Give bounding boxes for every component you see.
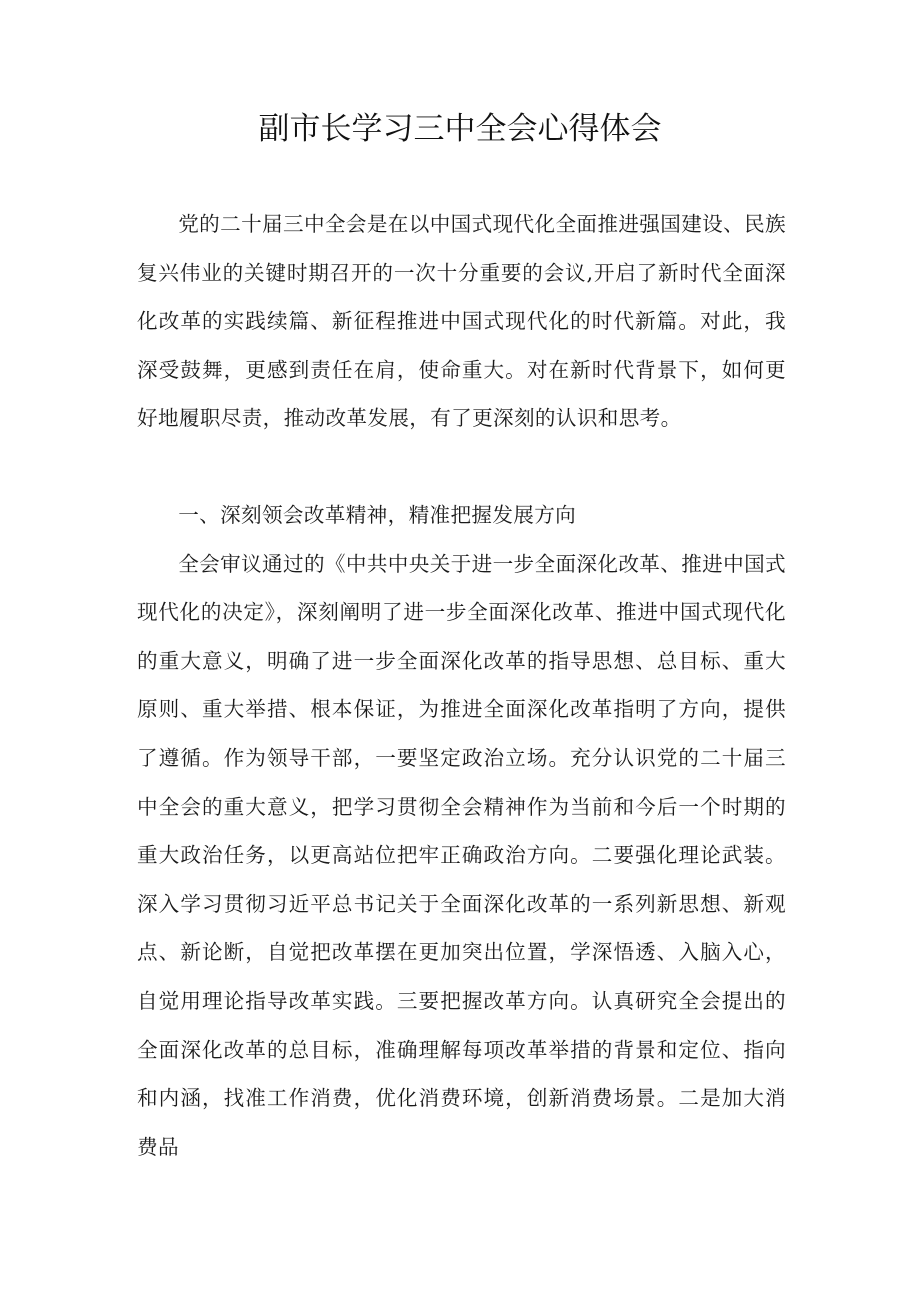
intro-paragraph: 党的二十届三中全会是在以中国式现代化全面推进强国建设、民族复兴伟业的关键时期召开的一次十分重要的会议,开启了新时代全面深化改革的实践续篇、新征程推进中国式现代化的时代新篇。对此，我深受鼓舞，更感到责任在肩，使命重大。对在新时代背景下，如何更好地履职尽责，推动改革发展，有了更深刻的认识和思考。 [137,212,786,431]
section-heading: 一、深刻领会改革精神，精准把握发展方向 [178,503,577,527]
page-title: 副市长学习三中全会心得体会 [258,111,662,147]
section-block [137,491,786,1171]
intro-block [137,200,786,443]
section-paragraph: 全会审议通过的《中共中央关于进一步全面深化改革、推进中国式现代化的决定》，深刻阐明了进一步全面深化改革、推进中国式现代化的重大意义，明确了进一步全面深化改革的指导思想、总目标、重大原则、重大举措、根本保证，为推进全面深化改革指明了方向，提供了遵循。作为领导干部，一要坚定政治立场。充分认识党的二十届三中全会的重大意义，把学习贯彻全会精神作为当前和今后一个时期的重大政治任务，以更高站位把牢正确政治方向。二要强化理论武装。深入学习贯彻习近平总书记关于全面深化改革的一系列新思想、新观点、新论断，自觉把改革摆在更加突出位置，学深悟透、入脑入心，自觉用理论指导改革实践。三要把握改革方向。认真研究全会提出的全面深化改革的总目标，准确理解每项改革举措的背景和定位、指向和内涵，找准工作消费，优化消费环境，创新消费场景。二是加大消费品 [137,551,786,1159]
